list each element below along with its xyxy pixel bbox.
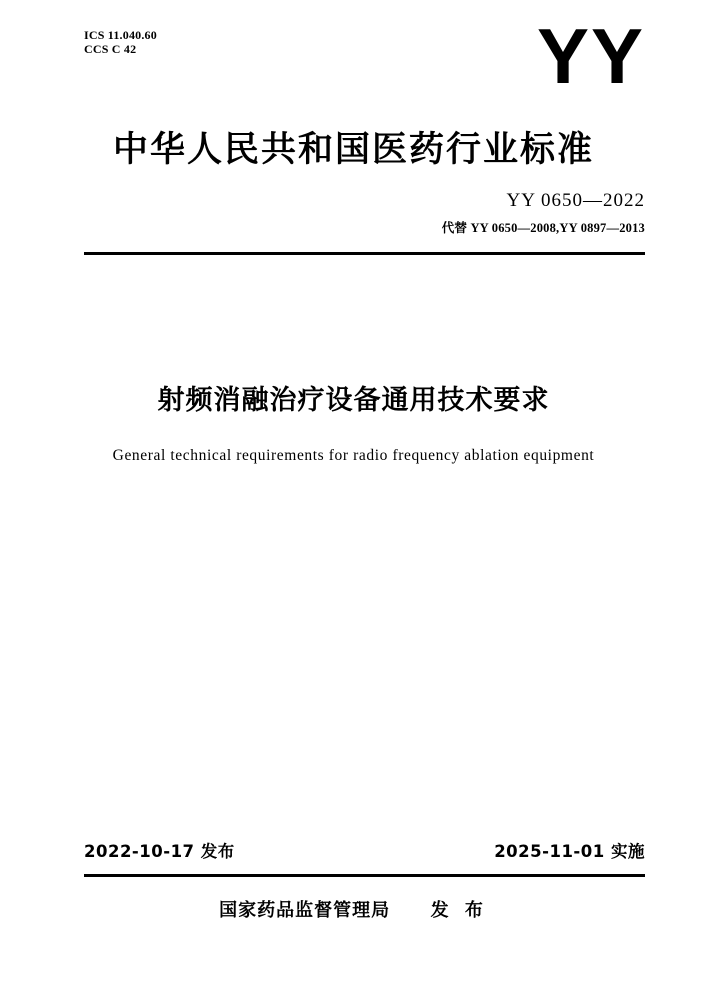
document-title-english: General technical requirements for radio frequency ablation equipment: [112, 447, 595, 464]
issuer-name: 国家药品监督管理局: [219, 900, 391, 921]
classification-codes: [84, 28, 157, 56]
date-row: [84, 838, 645, 862]
authority-title: 中华人民共和国医药行业标准: [112, 130, 594, 170]
publish-label: 发 布: [430, 900, 488, 921]
issuer-line: [0, 896, 707, 922]
document-title-chinese: 射频消融治疗设备通用技术要求: [157, 385, 550, 416]
implement-date: 2025-11-01 实施: [494, 842, 645, 861]
footer-divider: [84, 874, 645, 877]
ccs-code: CCS C 42: [84, 42, 137, 56]
header-divider: [84, 252, 645, 255]
standard-replaces: 代替 YY 0650—2008,YY 0897—2013: [441, 221, 645, 235]
standard-number: YY 0650—2022: [506, 190, 645, 211]
yy-logo-mark: YY: [536, 12, 645, 100]
issue-date: 2022-10-17 发布: [84, 842, 235, 861]
ics-code: ICS 11.040.60: [84, 28, 157, 42]
